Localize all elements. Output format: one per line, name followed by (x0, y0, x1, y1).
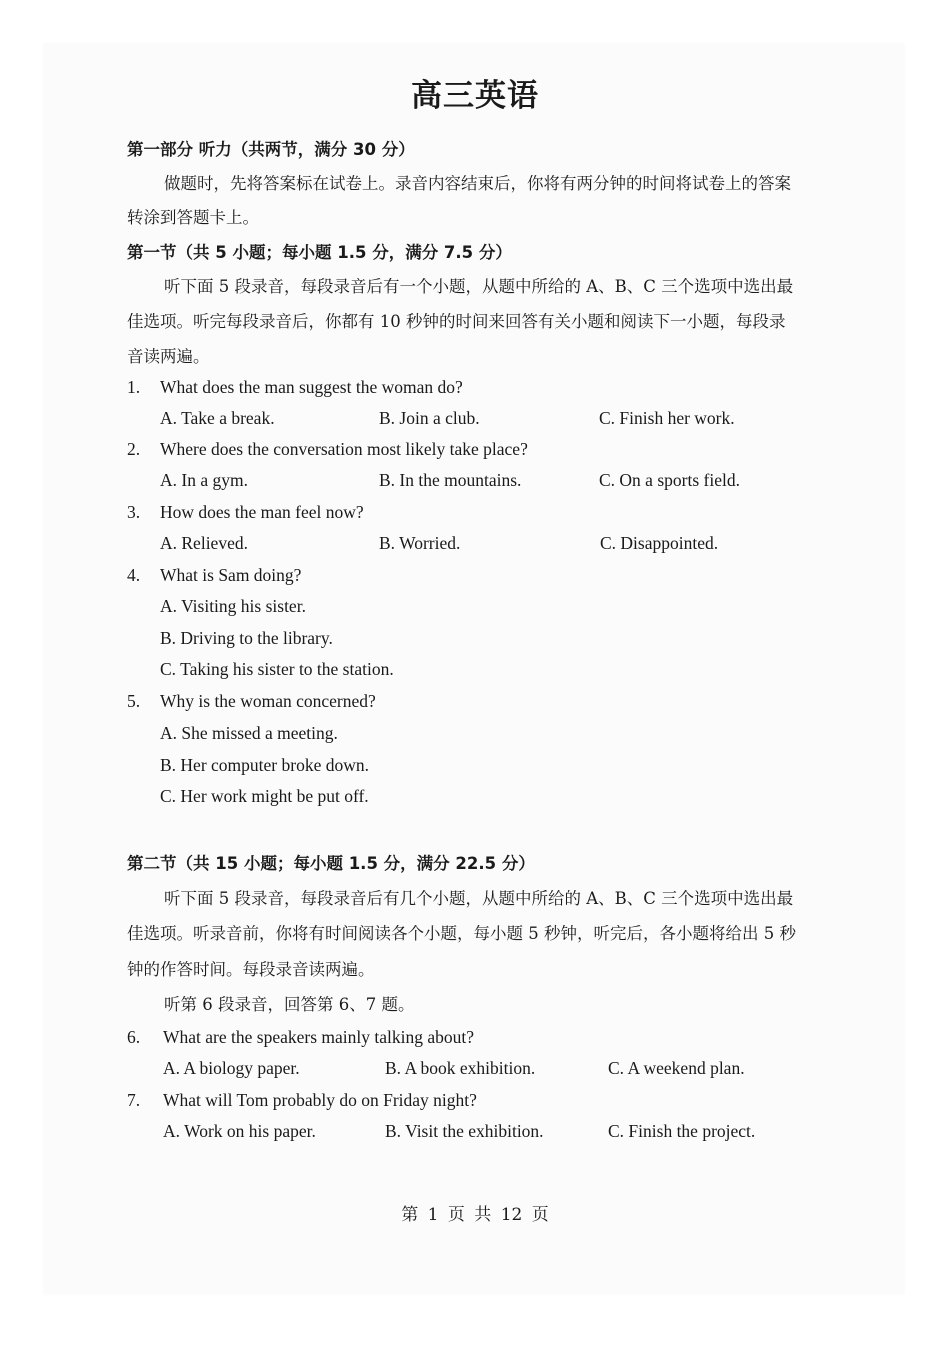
page-footer: 第 1 页 共 12 页 (401, 1205, 549, 1225)
section1-intro-line1: 听下面 5 段录音，每段录音后有一个小题，从题中所给的 A、B、C 三个选项中选出最 (164, 277, 794, 296)
question-number: 1. (127, 377, 141, 397)
option-c: C. A weekend plan. (608, 1058, 745, 1078)
question-text: What will Tom probably do on Friday night? (163, 1090, 477, 1110)
section1-heading: 第一节（共 5 小题；每小题 1.5 分，满分 7.5 分） (127, 243, 512, 262)
section1-intro-line3: 音读两遍。 (127, 347, 210, 366)
part1-heading: 第一部分 听力（共两节，满分 30 分） (127, 140, 415, 159)
option-c: C. Her work might be put off. (160, 786, 369, 806)
option-b: B. A book exhibition. (385, 1058, 536, 1078)
option-c: C. Taking his sister to the station. (160, 659, 394, 679)
section1-intro-line2: 佳选项。听完每段录音后，你都有 10 秒钟的时间来回答有关小题和阅读下一小题，每段录 (127, 312, 786, 331)
question-number: 3. (127, 502, 141, 522)
question-number: 7. (127, 1090, 141, 1110)
section2-intro-line2: 佳选项。听录音前，你将有时间阅读各个小题，每小题 5 秒钟，听完后，各小题将给出 5 秒 (127, 924, 796, 943)
option-b: B. Her computer broke down. (160, 755, 369, 775)
option-b: B. Visit the exhibition. (385, 1121, 544, 1141)
option-c: C. On a sports field. (599, 470, 740, 490)
question-text: How does the man feel now? (160, 502, 364, 522)
section2-intro-line1: 听下面 5 段录音，每段录音后有几个小题，从题中所给的 A、B、C 三个选项中选出最 (164, 889, 794, 908)
option-c: C. Disappointed. (600, 533, 719, 553)
option-a: A. Work on his paper. (163, 1121, 316, 1141)
option-b: B. Driving to the library. (160, 628, 333, 648)
section2-sub-instruction: 听第 6 段录音，回答第 6、7 题。 (164, 995, 415, 1014)
option-a: A. Relieved. (160, 533, 248, 553)
option-c: C. Finish her work. (599, 408, 735, 428)
option-a: A. Visiting his sister. (160, 596, 306, 616)
section2-heading: 第二节（共 15 小题；每小题 1.5 分，满分 22.5 分） (127, 854, 535, 873)
option-a: A. In a gym. (160, 470, 248, 490)
option-b: B. Join a club. (379, 408, 480, 428)
option-b: B. In the mountains. (379, 470, 522, 490)
question-text: What is Sam doing? (160, 565, 302, 585)
option-a: A. Take a break. (160, 408, 275, 428)
section2-intro-line3: 钟的作答时间。每段录音读两遍。 (127, 960, 375, 979)
part1-instruction-line2: 转涂到答题卡上。 (127, 208, 259, 227)
option-a: A. A biology paper. (163, 1058, 300, 1078)
question-number: 6. (127, 1027, 141, 1047)
page-title: 高三英语 (411, 78, 539, 114)
question-text: Why is the woman concerned? (160, 691, 376, 711)
option-a: A. She missed a meeting. (160, 723, 338, 743)
question-text: Where does the conversation most likely take place? (160, 439, 528, 459)
question-number: 5. (127, 691, 141, 711)
question-number: 2. (127, 439, 141, 459)
question-text: What are the speakers mainly talking about? (163, 1027, 474, 1047)
part1-instruction-line1: 做题时，先将答案标在试卷上。录音内容结束后，你将有两分钟的时间将试卷上的答案 (164, 174, 791, 193)
question-text: What does the man suggest the woman do? (160, 377, 463, 397)
question-number: 4. (127, 565, 141, 585)
option-c: C. Finish the project. (608, 1121, 756, 1141)
option-b: B. Worried. (379, 533, 461, 553)
